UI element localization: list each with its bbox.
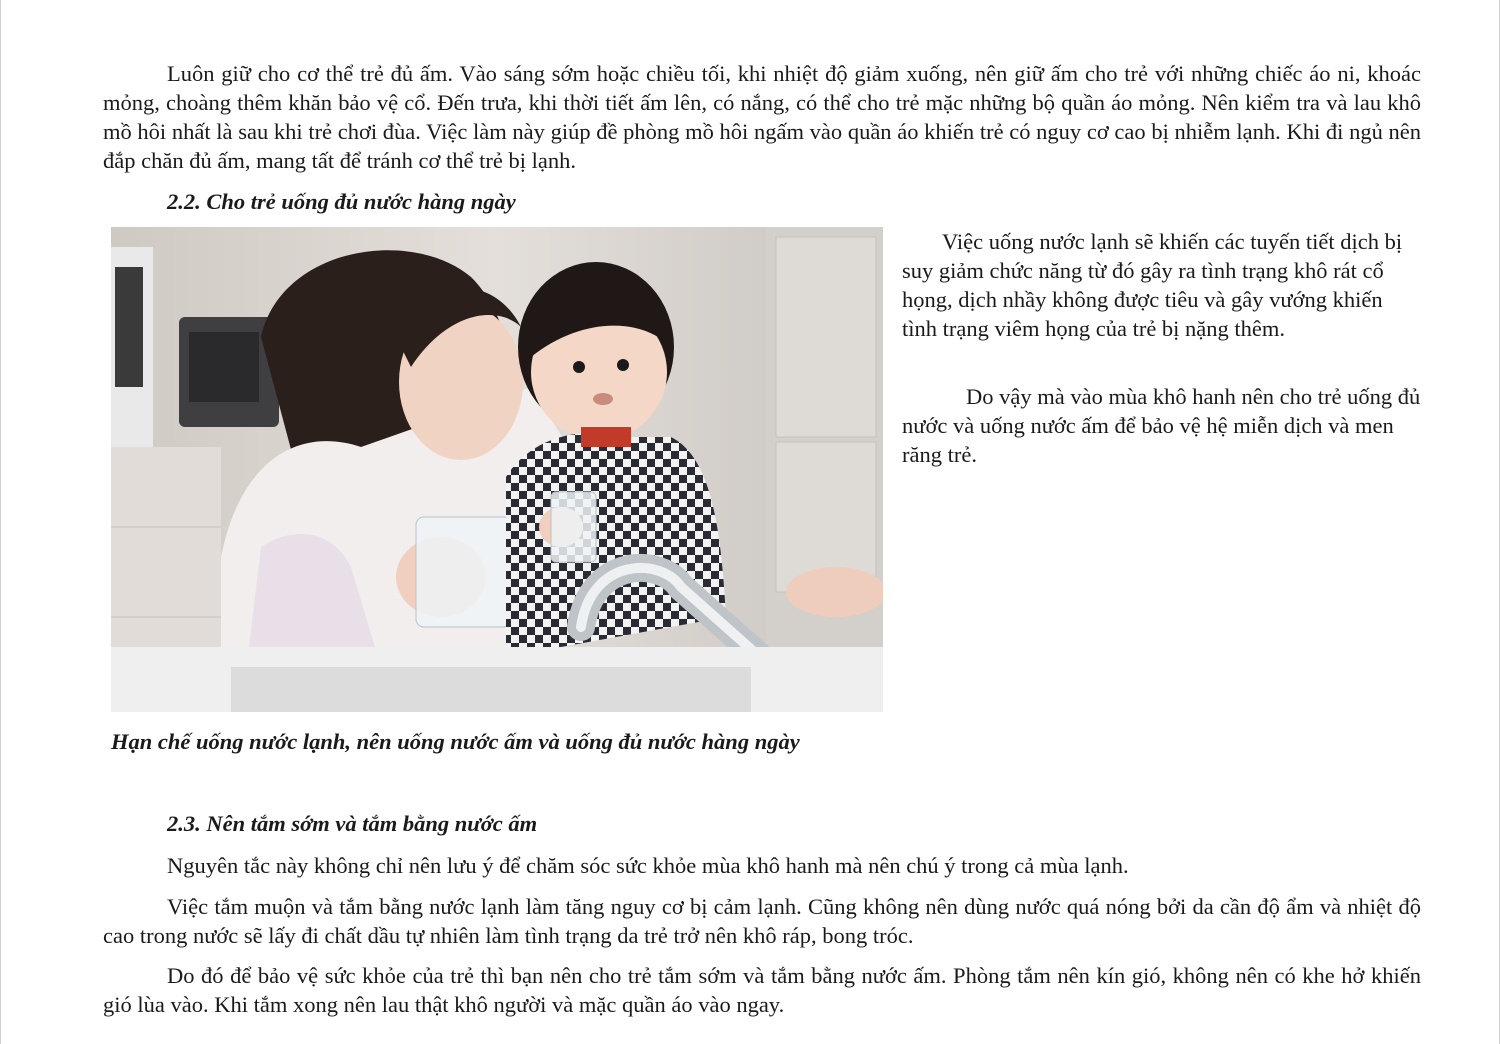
paragraph-early-bath: Do đó để bảo vệ sức khỏe của trẻ thì bạn nên cho trẻ tắm sớm và tắm bằng nước ấm. Phòng tắm nên kín gió, không nên có khe hở khiến gió lùa vào. Khi tắm xong nên lau thật khô người và mặc quần áo vào ngay. [103, 963, 1421, 1017]
paragraph-dry-season: Do vậy mà vào mùa khô hanh nên cho trẻ uống đủ nước và uống nước ấm để bảo vệ hệ miễn dịch và men răng trẻ. [902, 384, 1421, 467]
paragraph-principle: Nguyên tắc này không chỉ nên lưu ý để chăm sóc sức khỏe mùa khô hanh mà nên chú ý trong cả mùa lạnh. [167, 853, 1129, 878]
paragraph-cold-water: Việc uống nước lạnh sẽ khiến các tuyến tiết dịch bị suy giảm chức năng từ đó gây ra tình trạng khô rát cổ họng, dịch nhầy không được tiêu và gây vướng khiến tình trạng viêm họng của trẻ bị nặng thêm. [902, 229, 1403, 341]
heading-2-2: 2.2. Cho trẻ uống đủ nước hàng ngày [167, 189, 516, 214]
photo-mother-child-drinking-water [111, 227, 883, 712]
paragraph-late-bath: Việc tắm muộn và tắm bằng nước lạnh làm tăng nguy cơ bị cảm lạnh. Cũng không nên dùng nước quá nóng bởi da cần độ ẩm và nhiệt độ cao trong nước sẽ lấy đi chất dầu tự nhiên làm tình trạng da trẻ trở nên khô ráp, bong tróc. [103, 894, 1421, 948]
figure-caption: Hạn chế uống nước lạnh, nên uống nước ấm và uống đủ nước hàng ngày [111, 729, 800, 754]
paragraph-keep-warm: Luôn giữ cho cơ thể trẻ đủ ấm. Vào sáng sớm hoặc chiều tối, khi nhiệt độ giảm xuống, nên giữ ấm cho trẻ với những chiếc áo ni, khoác mỏng, choàng thêm khăn bảo vệ cổ. Đến trưa, khi thời tiết ấm lên, có nắng, có thể cho trẻ mặc những bộ quần áo mỏng. Nên kiểm tra và lau khô mồ hôi nhất là sau khi trẻ chơi đùa. Việc làm này giúp đề phòng mồ hôi ngấm vào quần áo khiến trẻ có nguy cơ cao bị nhiễm lạnh. Khi đi ngủ nên đắp chăn đủ ấm, mang tất để tránh cơ thể trẻ bị lạnh. [103, 61, 1421, 173]
heading-2-3: 2.3. Nên tắm sớm và tắm bằng nước ấm [167, 811, 538, 836]
